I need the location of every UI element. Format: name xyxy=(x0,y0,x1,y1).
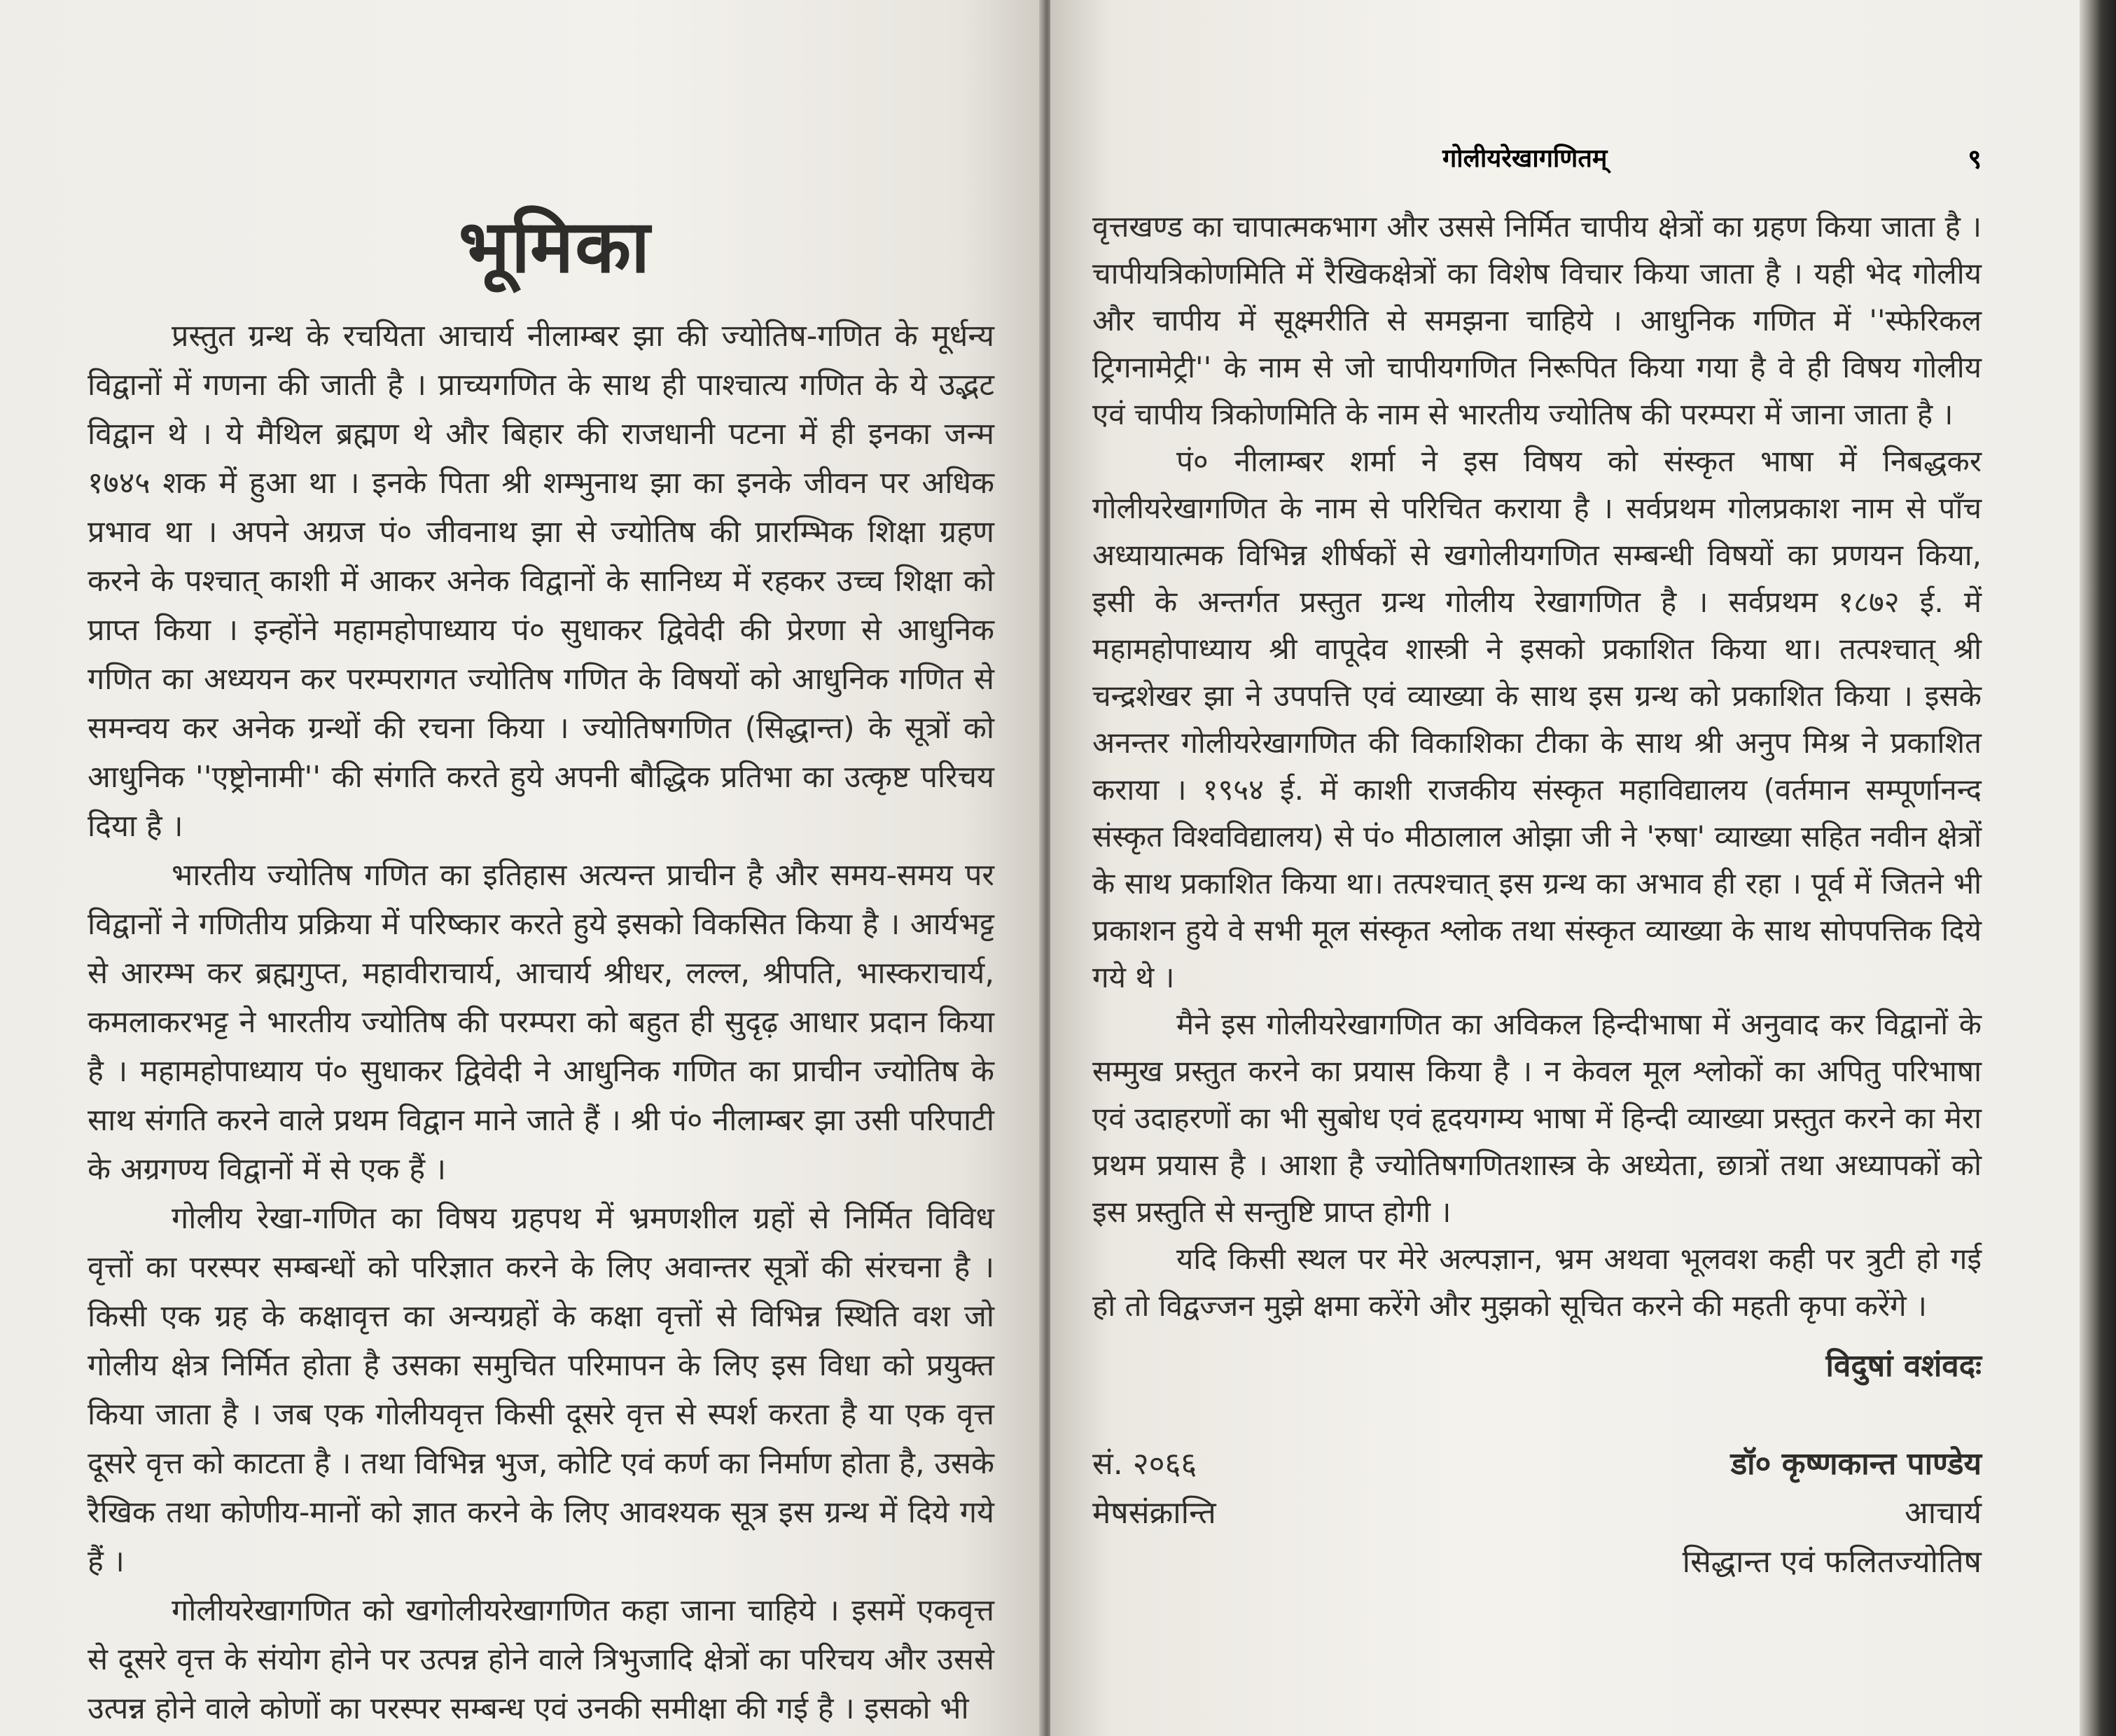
left-paragraph-4: गोलीयरेखागणित को खगोलीयरेखागणित कहा जाना चाहिये । इसमें एकवृत्त से दूसरे वृत्त के संयोग होने पर उत्पन्न होने वाले त्रिभुजादि क्षेत्रों का परिचय और उससे उत्पन्न होने वाले कोणों का परस्पर सम्बन्ध एवं उनकी समीक्षा की गई है । इसको भी xyxy=(88,1592,994,1726)
left-page xyxy=(0,0,1043,1736)
right-paragraph-4: यदि किसी स्थल पर मेरे अल्पज्ञान, भ्रम अथवा भूलवश कही पर त्रुटी हो गई हो तो विद्वज्जन मुझे क्षमा करेंगे और मुझको सूचित करने की महती कृपा करेंगे । xyxy=(1092,1242,1982,1323)
left-paragraph-2: भारतीय ज्योतिष गणित का इतिहास अत्यन्त प्राचीन है और समय-समय पर विद्वानों ने गणितीय प्रक्रिया में परिष्कार करते हुये इसको विकसित किया है । आर्यभट्ट से आरम्भ कर ब्रह्मगुप्त, महावीराचार्य, आचार्य श्रीधर, लल्ल, श्रीपति, भास्कराचार्य, कमलाकरभट्ट ने भारतीय ज्योतिष की परम्परा को बहुत ही सुदृढ़ आधार प्रदान किया है । महामहोपाध्याय पं० सुधाकर द्विवेदी ने आधुनिक गणित का प्राचीन ज्योतिष के साथ संगति करने वाले प्रथम विद्वान माने जाते हैं । श्री पं० नीलाम्बर झा उसी परिपाटी के अग्रगण्य विद्वानों में से एक हैं । xyxy=(88,857,994,1187)
right-page-body xyxy=(1092,203,1982,1637)
signature-department: सिद्धान्त एवं फलितज्योतिष xyxy=(1682,1544,1982,1580)
signature-author: डॉ० कृष्णकान्त पाण्डेय xyxy=(1730,1446,1982,1482)
signature-occasion: मेषसंक्रान्ति xyxy=(1092,1495,1216,1531)
left-paragraph-3: गोलीय रेखा-गणित का विषय ग्रहपथ में भ्रमणशील ग्रहों से निर्मित विविध वृत्तों का परस्पर सम्बन्धों को परिज्ञात करने के लिए अवान्तर सूत्रों की संरचना है । किसी एक ग्रह के कक्षावृत्त का अन्यग्रहों के कक्षा वृत्तों से विभिन्न स्थिति वश जो गोलीय क्षेत्र निर्मित होता है उसका समुचित परिमापन के लिए इस विधा को प्रयुक्त किया जाता है । जब एक गोलीयवृत्त किसी दूसरे वृत्त से स्पर्श करता है या एक वृत्त दूसरे वृत्त को काटता है । तथा विभिन्न भुज, कोटि एवं कर्ण का निर्माण होता है, उसके रैखिक तथा कोणीय-मानों को ज्ञात करने के लिए आवश्यक सूत्र इस ग्रन्थ में दिये गये हैं । xyxy=(88,1200,994,1579)
right-paragraph-3: मैने इस गोलीयरेखागणित का अविकल हिन्दीभाषा में अनुवाद कर विद्वानों के सम्मुख प्रस्तुत करने का प्रयास किया है । न केवल मूल श्लोकों का अपितु परिभाषा एवं उदाहरणों का भी सुबोध एवं हृदयगम्य भाषा में हिन्दी व्याख्या प्रस्तुत करने का मेरा प्रथम प्रयास है । आशा है ज्योतिषगणितशास्त्र के अध्येता, छात्रों तथा अध्यापकों को इस प्रस्तुति से सन्तुष्टि प्राप्त होगी । xyxy=(1092,1007,1982,1229)
book-edge xyxy=(2080,0,2116,1736)
right-paragraph-2: पं० नीलाम्बर शर्मा ने इस विषय को संस्कृत भाषा में निबद्धकर गोलीयरेखागणित के नाम से परिचित कराया है । सर्वप्रथम गोलप्रकाश नाम से पाँच अध्यायात्मक विभिन्न शीर्षकों से खगोलीयगणित सम्बन्धी विषयों का प्रणयन किया, इसी के अन्तर्गत प्रस्तुत ग्रन्थ गोलीय रेखागणित है । सर्वप्रथम १८७२ ई. में महामहोपाध्याय श्री वापूदेव शास्त्री ने इसको प्रकाशित किया था। तत्पश्चात् श्री चन्द्रशेखर झा ने उपपत्ति एवं व्याख्या के साथ इस ग्रन्थ को प्रकाशित किया । इसके अनन्तर गोलीयरेखागणित की विकाशिका टीका के साथ श्री अनुप मिश्र ने प्रकाशित कराया । १९५४ ई. में काशी राजकीय संस्कृत महाविद्यालय (वर्तमान सम्पूर्णानन्द संस्कृत विश्वविद्यालय) से पं० मीठालाल ओझा जी ने 'रुषा' व्याख्या सहित नवीन क्षेत्रों के साथ प्रकाशित किया था। तत्पश्चात् इस ग्रन्थ का अभाव ही रहा । पूर्व में जितने भी प्रकाशन हुये वे सभी मूल संस्कृत श्लोक तथा संस्कृत व्याख्या के साथ सोपपत्तिक दिये गये थे । xyxy=(1092,444,1982,994)
signature-closing: विदुषां वशंवदः xyxy=(1825,1348,1982,1384)
running-header xyxy=(1050,140,2080,182)
right-paragraph-1: वृत्तखण्ड का चापात्मकभाग और उससे निर्मित चापीय क्षेत्रों का ग्रहण किया जाता है । चापीयत्रिकोणमिति में रैखिकक्षेत्रों का विशेष विचार किया जाता है । यही भेद गोलीय और चापीय में सूक्ष्मरीति से समझना चाहिये । आधुनिक गणित में ''स्फेरिकल ट्रिगनामेट्री'' के नाम से जो चापीयगणित निरूपित किया गया है वे ही विषय गोलीय एवं चापीय त्रिकोणमिति के नाम से भारतीय ज्योतिष की परम्परा में जाना जाता है । xyxy=(1092,209,1982,431)
left-paragraph-1: प्रस्तुत ग्रन्थ के रचयिता आचार्य नीलाम्बर झा की ज्योतिष-गणित के मूर्धन्य विद्वानों में गणना की जाती है । प्राच्यगणित के साथ ही पाश्चात्य गणित के ये उद्भट विद्वान थे । ये मैथिल ब्रह्मण थे और बिहार की राजधानी पटना में ही इनका जन्म १७४५ शक में हुआ था । इनके पिता श्री शम्भुनाथ झा का इनके जीवन पर अधिक प्रभाव था । अपने अग्रज पं० जीवनाथ झा से ज्योतिष की प्रारम्भिक शिक्षा ग्रहण करने के पश्चात् काशी में आकर अनेक विद्वानों के सानिध्य में रहकर उच्च शिक्षा को प्राप्त किया । इन्होंने महामहोपाध्याय पं० सुधाकर द्विवेदी की प्रेरणा से आधुनिक गणित का अध्ययन कर परम्परागत ज्योतिष गणित के विषयों को आधुनिक गणित से समन्वय कर अनेक ग्रन्थों की रचना किया । ज्योतिषगणित (सिद्धान्त) के सूत्रों को आधुनिक ''एष्ट्रोनामी'' की संगति करते हुये अपनी बौद्धिक प्रतिभा का उत्कृष्ट परिचय दिया है । xyxy=(88,318,994,844)
page-number: ९ xyxy=(1968,144,1982,174)
signature-designation: आचार्य xyxy=(1905,1495,1982,1531)
signature-date: सं. २०६६ xyxy=(1092,1446,1197,1482)
signature-block xyxy=(1092,1343,1982,1637)
running-title: गोलीयरेखागणितम् xyxy=(1442,144,1608,173)
page-title: भूमिका xyxy=(458,204,652,289)
right-page xyxy=(1050,0,2080,1736)
